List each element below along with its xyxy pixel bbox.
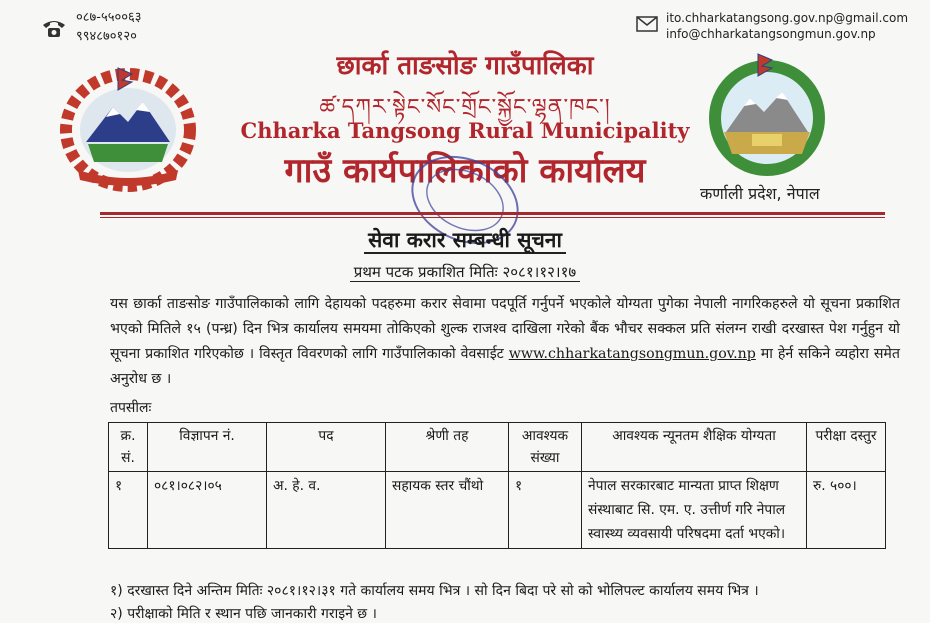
phone-number-1: ०८७-५५००६३	[76, 10, 142, 25]
cell-count: १	[509, 472, 582, 549]
email-2: info@chharkatangsongmun.gov.np	[666, 27, 876, 41]
header-fee: परीक्षा दस्तुर	[807, 423, 886, 472]
phone-contacts	[42, 8, 142, 46]
header-post: पद	[267, 423, 386, 472]
email-contacts	[632, 10, 908, 42]
municipality-name-nepali: छार्का ताङसोङ गाउँपालिका	[336, 51, 594, 81]
municipality-name-english: Chharka Tangsong Rural Municipality	[240, 118, 690, 143]
header-serial: क्र. सं.	[109, 423, 148, 472]
office-title: गाउँ कार्यपालिकाको कार्यालय	[284, 151, 646, 191]
notice-body	[110, 292, 900, 392]
positions-table	[108, 422, 886, 549]
phone-icon	[40, 16, 68, 46]
municipality-name-tibetan: ཚ་དཀར་སྟེང་སོང་གྲོང་སྐྱོང་ལྷན་ཁང་།	[319, 95, 611, 120]
phone-number-2: ९९४८७०१२०	[76, 29, 137, 44]
notice-body-closing: मा हेर्न सकिने व्यहोरा समेत अनुरोध छ ।	[110, 346, 900, 387]
notice-title: सेवा करार सम्बन्धी सूचना	[0, 226, 930, 254]
cell-level: सहायक स्तर चौंथो	[386, 472, 509, 549]
header-level: श्रेणी तह	[386, 423, 509, 472]
notice-body-text: यस छार्का ताङसोङ गाउँपालिकाको लागि देहायको पदहरुमा करार सेवामा पदपूर्ति गर्नुपर्ने भएकोले योग्यता पुगेका नेपाली नागरिकहरुले यो सूचना प्रकाशित भएको मितिले १५ (पन्ध्र) दिन भित्र कार्यालय समयमा तोकिएको शुल्क राजश्व दाखिला गरेको बैंक भौचर सक्कल प्रति संलग्न राखी दरखास्त पेश गर्नुहुन यो सूचना प्रकाशित गरिएकोछ । विस्तृत विवरणको लागि गाउँपालिकाको वेवसाईट	[110, 296, 900, 362]
province-label: कर्णाली प्रदेश, नेपाल	[700, 184, 820, 203]
cell-fee: रु. ५००।	[807, 472, 886, 549]
website-link[interactable]: www.chharkatangsongmun.gov.np	[508, 346, 756, 362]
table-row	[109, 472, 886, 549]
cell-serial: १	[109, 472, 148, 549]
cell-ad-number: ०८१।०८२।०५	[148, 472, 267, 549]
details-label: तपसीलः	[110, 400, 152, 416]
footnote-deadline: १) दरखास्त दिने अन्तिम मितिः २०८१।१२।३१ गते कार्यालय समय भित्र । सो दिन बिदा परे सो को भोलिपल्ट कार्यालय समय भित्र ।	[110, 583, 759, 599]
footnote-exam: २) परीक्षाको मिति र स्थान पछि जानकारी गराइने छ ।	[110, 606, 377, 622]
header-qualification: आवश्यक न्यूनतम शैक्षिक योग्यता	[582, 423, 807, 472]
header-count: आवश्यक संख्या	[509, 423, 582, 472]
cell-qualification: नेपाल सरकारबाट मान्यता प्राप्त शिक्षण संस्थाबाट सि. एम. ए. उत्तीर्ण गरि नेपाल स्वास्थ्य व्यवसायी परिषदमा दर्ता भएको।	[582, 472, 807, 549]
published-date: प्रथम पटक प्रकाशित मितिः २०८१।१२।१७	[0, 262, 930, 282]
header-divider-thin	[100, 217, 885, 218]
cell-post: अ. हे. व.	[267, 472, 386, 549]
email-1: ito.chharkatangsong.gov.np@gmail.com	[666, 11, 909, 25]
table-header-row	[109, 423, 886, 472]
mail-icon	[636, 16, 658, 36]
header-divider	[100, 212, 885, 215]
header-ad-number: विज्ञापन नं.	[148, 423, 267, 472]
